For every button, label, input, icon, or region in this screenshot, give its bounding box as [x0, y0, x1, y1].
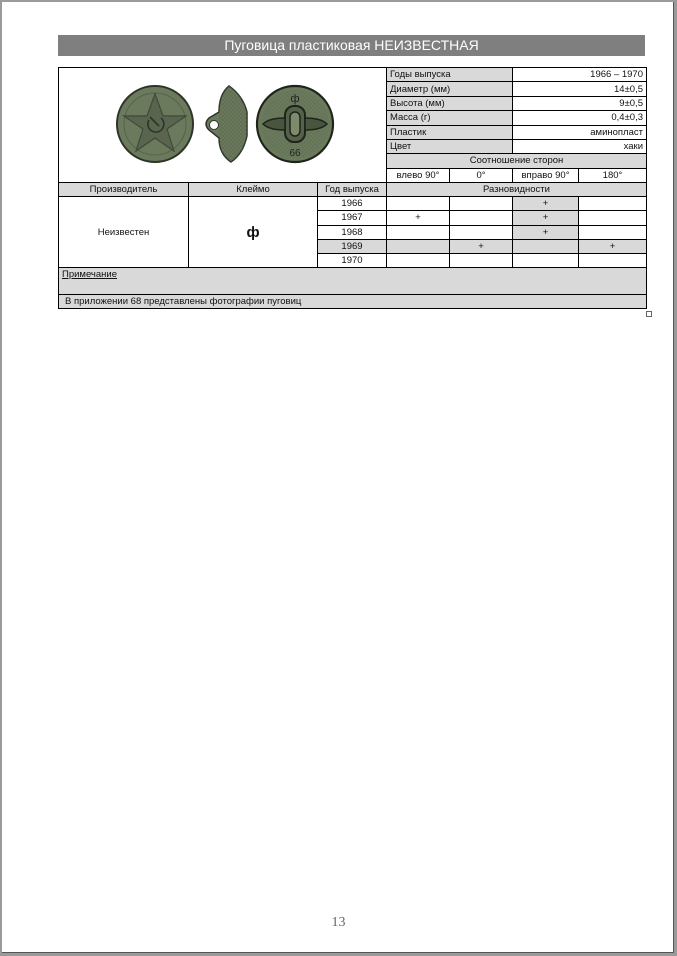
back-number-text: 66	[289, 148, 301, 159]
spec-value: аминопласт	[513, 125, 647, 139]
note-header	[59, 268, 647, 295]
spec-label: Высота (мм)	[387, 96, 513, 110]
mark-value: ф	[189, 197, 318, 268]
year-cell: 1970	[318, 253, 387, 267]
variant-cell	[387, 225, 450, 239]
variant-cell	[450, 211, 513, 225]
table-row	[59, 197, 647, 211]
variant-cell: +	[513, 225, 579, 239]
button-spec-table	[58, 67, 647, 309]
variant-cell	[450, 197, 513, 211]
button-photo-cell	[59, 68, 387, 183]
spec-value: 9±0,5	[513, 96, 647, 110]
spec-value: 1966 – 1970	[513, 68, 647, 82]
manufacturer-value: Неизвестен	[59, 197, 189, 268]
year-cell: 1969	[318, 239, 387, 253]
year-cell: 1968	[318, 225, 387, 239]
spec-label: Годы выпуска	[387, 68, 513, 82]
header-variants: Разновидности	[387, 183, 647, 197]
variant-cell	[579, 253, 647, 267]
spec-value: 0,4±0,3	[513, 111, 647, 125]
year-cell: 1967	[318, 211, 387, 225]
spec-value: хаки	[513, 139, 647, 153]
variant-cell	[450, 225, 513, 239]
variant-cell	[513, 253, 579, 267]
note-label: Примечание	[62, 269, 117, 281]
page-number: 13	[331, 915, 346, 930]
header-manufacturer: Производитель	[59, 183, 189, 197]
spec-value: 14±0,5	[513, 82, 647, 96]
variant-cell	[387, 253, 450, 267]
spec-label: Масса (г)	[387, 111, 513, 125]
button-back-image	[257, 86, 333, 162]
variant-cell	[579, 197, 647, 211]
variant-cell: +	[513, 211, 579, 225]
button-front-image	[117, 86, 193, 162]
ratio-column: вправо 90°	[513, 168, 579, 182]
button-side-image	[206, 86, 247, 162]
header-year: Год выпуска	[318, 183, 387, 197]
variant-cell	[579, 225, 647, 239]
ratio-header: Соотношение сторон	[387, 154, 647, 168]
back-mark-text: ф	[290, 93, 300, 105]
spec-label: Диаметр (мм)	[387, 82, 513, 96]
variant-cell: +	[450, 239, 513, 253]
variant-cell	[387, 239, 450, 253]
ratio-column: 180°	[579, 168, 647, 182]
variant-cell	[579, 211, 647, 225]
button-photos	[59, 68, 385, 178]
table-resize-handle[interactable]	[646, 311, 652, 317]
header-mark: Клеймо	[189, 183, 318, 197]
variant-cell	[513, 239, 579, 253]
ratio-column: 0°	[450, 168, 513, 182]
page-title: Пуговица пластиковая НЕИЗВЕСТНАЯ	[58, 35, 645, 56]
variant-cell	[450, 253, 513, 267]
spec-label: Пластик	[387, 125, 513, 139]
variant-cell: +	[513, 197, 579, 211]
note-text: В приложении 68 представлены фотографии пуговиц	[59, 295, 647, 309]
ratio-column: влево 90°	[387, 168, 450, 182]
variant-cell	[387, 197, 450, 211]
variant-cell: +	[387, 211, 450, 225]
variant-cell: +	[579, 239, 647, 253]
year-cell: 1966	[318, 197, 387, 211]
spec-label: Цвет	[387, 139, 513, 153]
